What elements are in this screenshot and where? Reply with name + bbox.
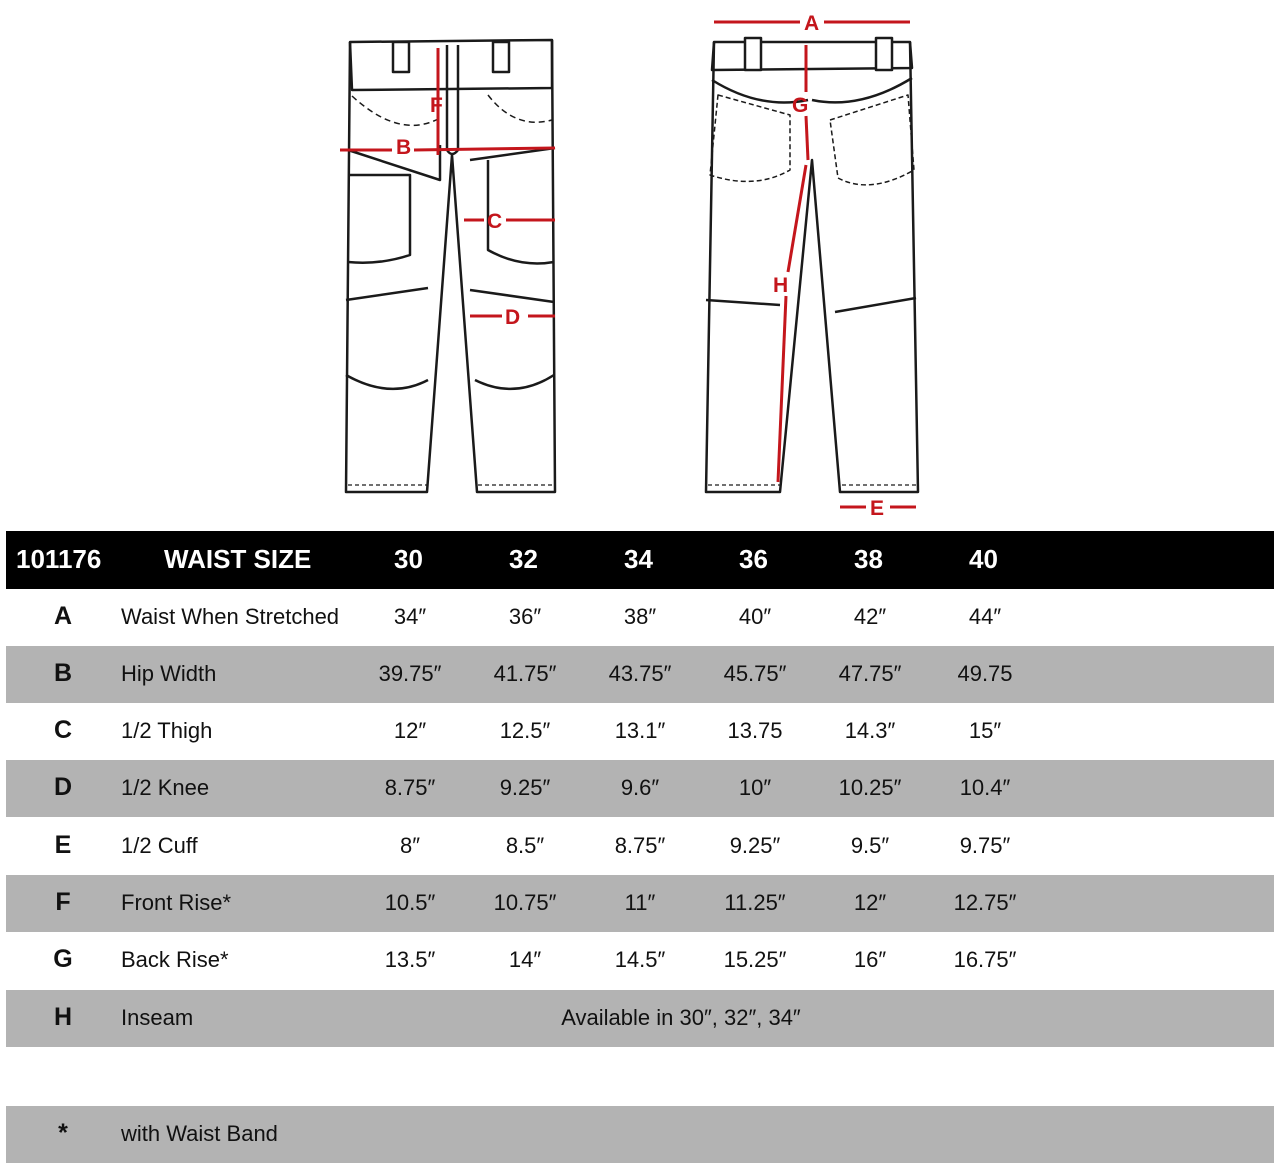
inseam-availability: Available in 30″, 32″, 34″ (561, 1005, 801, 1030)
label-b: B (396, 136, 412, 159)
row-name: Inseam (121, 1005, 194, 1030)
row-name: 1/2 Cuff (121, 833, 198, 858)
table-header (6, 531, 1274, 589)
table-row (6, 703, 1274, 760)
table-row (6, 932, 1274, 989)
row-letter: F (55, 888, 71, 916)
pants-illustration (0, 0, 1280, 525)
cell: 15.25″ (723, 947, 787, 972)
cell: 9.25″ (729, 833, 781, 858)
cell: 38″ (623, 604, 657, 629)
label-e: E (870, 497, 885, 520)
row-letter: B (53, 659, 73, 687)
row-name: 1/2 Thigh (121, 718, 213, 743)
row-name: Front Rise* (121, 890, 232, 915)
size-36: 36 (739, 544, 768, 574)
cell: 10.25″ (838, 775, 902, 800)
cell: 12″ (393, 718, 427, 743)
cell: 12″ (853, 890, 887, 915)
cell: 16.75″ (953, 947, 1017, 972)
cell: 10.5″ (384, 890, 436, 915)
label-d: D (505, 306, 521, 329)
row-letter: A (53, 602, 73, 630)
size-heading: WAIST SIZE (164, 544, 312, 574)
table-row (6, 818, 1274, 875)
cell: 36″ (508, 604, 542, 629)
cell: 15″ (968, 718, 1002, 743)
row-name: Back Rise* (121, 947, 229, 972)
label-a: A (804, 12, 820, 35)
table-row (6, 760, 1274, 817)
label-f: F (430, 94, 443, 117)
cell: 10.4″ (959, 775, 1011, 800)
cell: 9.75″ (959, 833, 1011, 858)
size-34: 34 (624, 544, 653, 574)
label-c: C (487, 210, 503, 233)
cell: 45.75″ (723, 661, 787, 686)
row-letter: D (53, 773, 73, 801)
cell: 8.5″ (505, 833, 545, 858)
cell: 13.5″ (384, 947, 436, 972)
row-letter: C (53, 716, 73, 744)
style-number: 101176 (16, 544, 102, 574)
cell: 9.6″ (620, 775, 660, 800)
cell: 13.75 (727, 718, 783, 743)
footnote-symbol: * (58, 1119, 68, 1147)
cell: 8.75″ (614, 833, 666, 858)
footnote-row (6, 1106, 1274, 1163)
table-row (6, 875, 1274, 932)
table-row (6, 646, 1274, 703)
cell: 40″ (738, 604, 772, 629)
cell: 10″ (738, 775, 772, 800)
cell: 13.1″ (614, 718, 666, 743)
cell: 43.75″ (608, 661, 672, 686)
row-name: Hip Width (121, 661, 217, 686)
row-letter: H (53, 1003, 73, 1031)
cell: 11.25″ (724, 890, 786, 915)
cell: 14.3″ (844, 718, 896, 743)
cell: 11″ (624, 890, 656, 915)
size-32: 32 (509, 544, 538, 574)
size-40: 40 (969, 544, 998, 574)
cell: 44″ (968, 604, 1002, 629)
row-letter: E (54, 831, 72, 859)
cell: 49.75 (957, 661, 1013, 686)
cell: 14.5″ (614, 947, 666, 972)
table-row (6, 589, 1274, 646)
cell: 34″ (393, 604, 427, 629)
cell: 12.5″ (499, 718, 551, 743)
cell: 8″ (399, 833, 421, 858)
row-name: 1/2 Knee (121, 775, 210, 800)
cell: 16″ (853, 947, 887, 972)
row-letter: G (53, 945, 73, 973)
footnote-text: with Waist Band (121, 1121, 278, 1146)
row-name: Waist When Stretched (121, 604, 340, 629)
pants-diagram (0, 0, 1280, 525)
cell: 47.75″ (838, 661, 902, 686)
label-h: H (773, 274, 789, 297)
cell: 42″ (853, 604, 887, 629)
size-30: 30 (394, 544, 423, 574)
size-38: 38 (854, 544, 883, 574)
cell: 39.75″ (378, 661, 442, 686)
cell: 41.75″ (493, 661, 557, 686)
inseam-row (6, 990, 1274, 1047)
cell: 9.25″ (499, 775, 551, 800)
label-g: G (792, 94, 809, 117)
cell: 10.75″ (493, 890, 557, 915)
cell: 8.75″ (384, 775, 436, 800)
cell: 9.5″ (850, 833, 890, 858)
cell: 12.75″ (953, 890, 1017, 915)
cell: 14″ (508, 947, 542, 972)
